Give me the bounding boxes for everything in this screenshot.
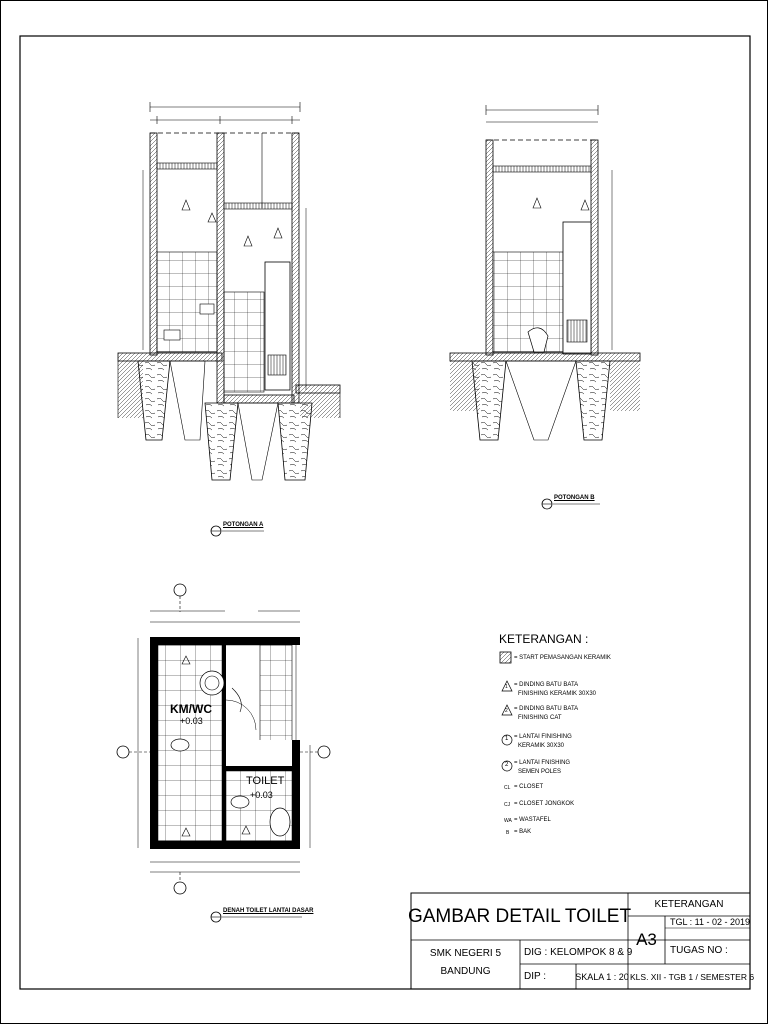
drawing-frame <box>20 36 755 989</box>
school-line2: BANDUNG <box>440 965 491 977</box>
legend-symbol-closet-jongkok: CJ <box>504 802 511 808</box>
page-border <box>1 1 768 1024</box>
scale-label: SKALA 1 : 20 <box>575 971 629 982</box>
room2-name: TOILET <box>246 775 285 787</box>
legend-item-start-keramik: = START PEMASANGAN KERAMIK <box>514 655 611 661</box>
school-line1: SMK NEGERI 5 <box>429 947 502 959</box>
legend-title: KETERANGAN : <box>499 632 589 646</box>
legend-item-floor-keramik-2: KERAMIK 30X30 <box>518 743 565 749</box>
class-label: KLS. XII - TGB 1 / SEMESTER 6 <box>630 971 755 982</box>
room2-level: +0.03 <box>250 790 273 800</box>
section-b-drawing <box>450 105 640 509</box>
dip-label: DIP : <box>524 971 547 982</box>
section-a-title: POTONGAN A <box>223 522 264 528</box>
legend-symbol-floor-1: 1 <box>505 736 509 742</box>
legend-item-closet: = CLOSET <box>514 784 544 790</box>
drawing-title: GAMBAR DETAIL TOILET <box>407 905 632 927</box>
legend-item-wall-cat-2: FINISHING CAT <box>518 715 562 721</box>
section-a-drawing <box>118 102 340 536</box>
legend-item-wall-keramik-1: = DINDING BATU BATA <box>514 682 579 688</box>
legend-item-bak: = BAK <box>514 829 532 835</box>
legend-symbol-closet: CL <box>504 785 511 791</box>
legend-item-wastafel: = WASTAFEL <box>514 817 551 823</box>
room1-name: KM/WC <box>170 702 212 716</box>
room1-level: +0.03 <box>180 716 203 726</box>
keterangan-label: KETERANGAN <box>654 899 724 910</box>
legend-item-floor-semen-2: SEMEN POLES <box>518 769 562 775</box>
legend-item-closet-jongkok: = CLOSET JONGKOK <box>514 801 575 807</box>
plan-title: DENAH TOILET LANTAI DASAR <box>223 908 314 914</box>
legend-item-wall-keramik-2: FINISHING KERAMIK 30X30 <box>518 691 597 697</box>
floor-plan-drawing <box>117 584 330 922</box>
legend-symbol-wall-2: 2 <box>505 708 508 714</box>
tugas-label: TUGAS NO : <box>670 944 728 956</box>
legend-symbol-wall-1: 1 <box>505 684 508 690</box>
date-label: TGL : 11 - 02 - 2019 <box>670 917 751 927</box>
legend-symbol-floor-2: 2 <box>505 762 509 768</box>
paper-size: A3 <box>636 930 657 949</box>
legend-symbol-wastafel: WA <box>504 818 512 824</box>
legend-symbol-bak: B <box>506 830 510 836</box>
dig-label: DIG : KELOMPOK 8 & 9 <box>524 946 633 958</box>
legend-item-floor-keramik-1: = LANTAI FINISHING <box>514 734 572 740</box>
section-b-title: POTONGAN B <box>554 495 595 501</box>
legend-item-floor-semen-1: = LANTAI FNISHING <box>514 760 571 766</box>
legend-item-wall-cat-1: = DINDING BATU BATA <box>514 706 579 712</box>
